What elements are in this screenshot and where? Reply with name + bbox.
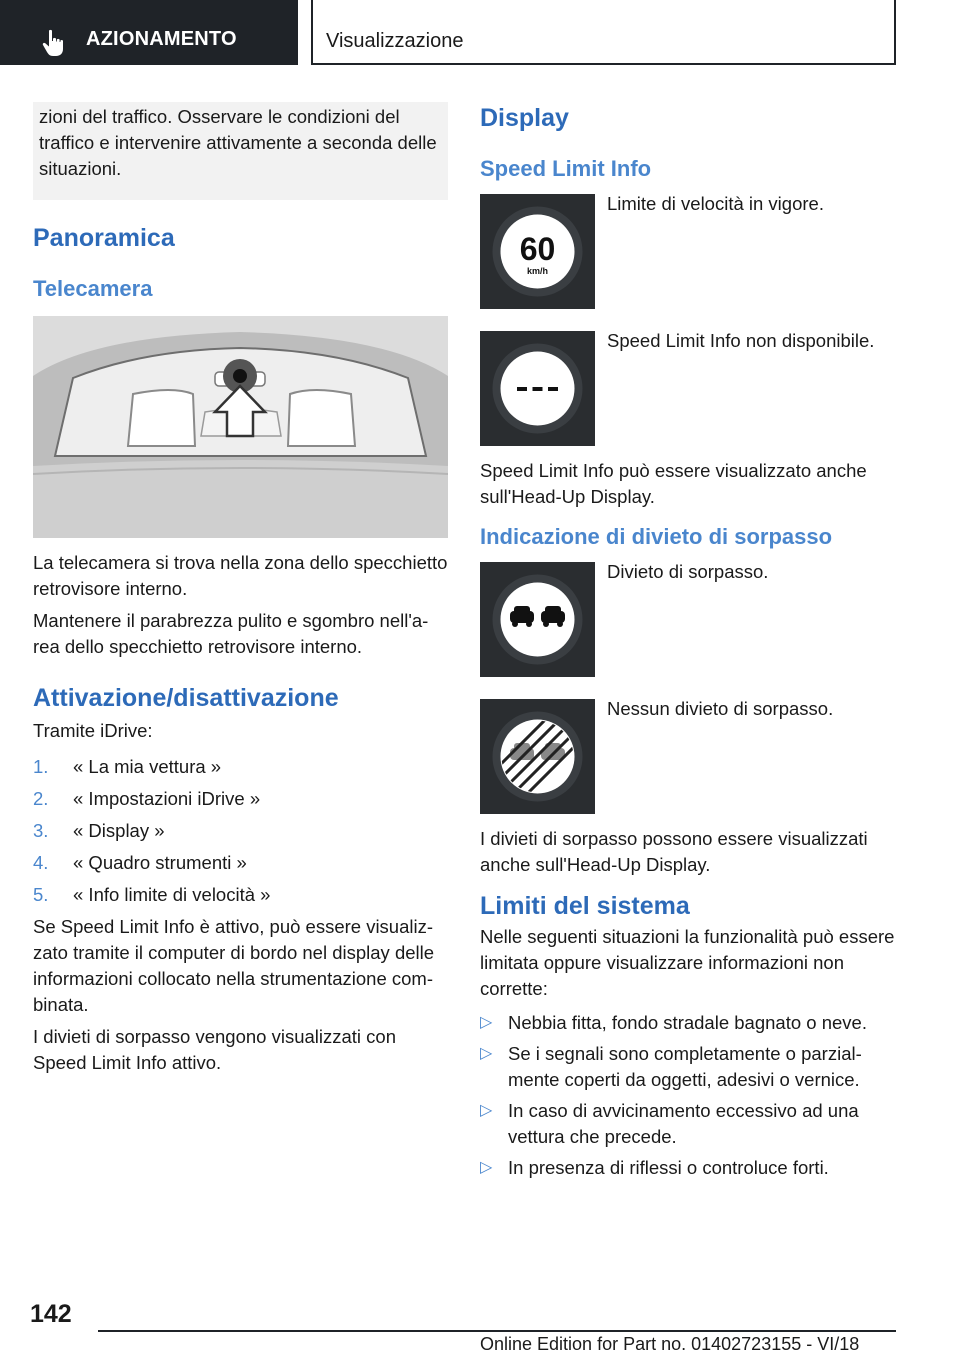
list-item: 5. « Info limite di velocità » <box>33 884 271 905</box>
page-number: 142 <box>30 1300 72 1328</box>
heading-speed-limit-info: Speed Limit Info <box>480 156 652 181</box>
list-item: ▷ In presenza di riflessi o controluce forti. <box>480 1155 900 1181</box>
speed-limit-row <box>480 194 900 309</box>
heading-display: Display <box>480 104 569 132</box>
warning-note <box>33 102 448 200</box>
speed-hud-text: Speed Limit Info può essere visualizzato anche sull'Head-Up Display. <box>480 460 867 507</box>
triangle-bullet-icon: ▷ <box>480 1045 493 1062</box>
sign-value: 60 <box>519 231 556 267</box>
overtaking-hud-text: I divieti di sorpasso possono essere visualizzati anche sull'Head-Up Display. <box>480 828 868 875</box>
overtaking-active-text: I divieti di sorpasso vengono visualizzati con Speed Limit Info attivo. <box>33 1026 396 1073</box>
camera-location-text: La telecamera si trova nella zona dello specchietto retrovisore interno. <box>33 552 448 599</box>
via-idrive-text: Tramite iDrive: <box>33 720 153 741</box>
steps-list <box>33 754 448 908</box>
end-no-overtaking-row <box>480 699 900 814</box>
heading-camera: Telecamera <box>33 276 153 301</box>
list-item: 1. « La mia vettura » <box>33 756 222 777</box>
end-no-overtaking-sign <box>480 699 595 814</box>
end-no-overtaking-text: Nessun divieto di sorpasso. <box>607 698 834 719</box>
list-item: 3. « Display » <box>33 820 165 841</box>
no-overtaking-row <box>480 562 900 677</box>
speed-unavailable-row <box>480 331 900 446</box>
left-column <box>33 102 448 1076</box>
section-label: AZIONAMENTO <box>86 28 237 50</box>
heading-overview: Panoramica <box>33 224 175 252</box>
right-column <box>480 102 900 1186</box>
speed-limit-unavailable-sign <box>480 331 595 446</box>
active-display-text: Se Speed Limit Info è attivo, può essere visualizzato tramite il computer di bordo nel display delle informazioni collocato nella strumentazione combinata. <box>33 916 435 1015</box>
list-item: ▷ In caso di avvicinamento eccessivo ad una vettura che precede. <box>480 1098 900 1150</box>
list-item: ▷ Se i segnali sono completamente o parzialmente coperti da oggetti, adesivi o vernice. <box>480 1041 900 1093</box>
list-item: 2. « Impostazioni iDrive » <box>33 788 261 809</box>
limits-intro-text: Nelle seguenti situazioni la funzionalità può essere limitata oppure visualizzare informazioni non corrette: <box>480 926 895 999</box>
heading-system-limits: Limiti del sistema <box>480 892 690 920</box>
triangle-bullet-icon: ▷ <box>480 1014 493 1031</box>
heading-no-overtaking: Indicazione di divieto di sorpasso <box>480 524 833 549</box>
footer-rule <box>98 1330 896 1332</box>
camera-illustration <box>33 316 448 538</box>
list-item: 4. « Quadro strumenti » <box>33 852 247 873</box>
no-overtaking-sign <box>480 562 595 677</box>
triangle-bullet-icon: ▷ <box>480 1102 493 1119</box>
note-text: zioni del traffico. Osservare le condizioni del traffico e intervenire attivamente a seconda delle situazioni. <box>39 106 437 179</box>
list-item: ▷ Nebbia fitta, fondo stradale bagnato o neve. <box>480 1010 900 1036</box>
edition-text: Online Edition for Part no. 01402723155 - VI/18 <box>480 1334 860 1354</box>
heading-activation: Attivazione/disattivazione <box>33 684 339 712</box>
chapter-title: Visualizzazione <box>326 30 464 52</box>
no-overtaking-text: Divieto di sorpasso. <box>607 561 769 582</box>
speed-limit-active-text: Limite di velocità in vigore. <box>607 193 824 214</box>
camera-clean-text: Mantenere il parabrezza pulito e sgombro nell'area dello specchietto retrovisore interno. <box>33 610 429 657</box>
limits-list <box>480 1010 900 1181</box>
speed-unavailable-text: Speed Limit Info non disponibile. <box>607 330 875 351</box>
hand-pointer-icon <box>38 28 68 58</box>
speed-limit-60-sign <box>480 194 595 309</box>
windshield-camera-image <box>33 316 448 538</box>
triangle-bullet-icon: ▷ <box>480 1159 493 1176</box>
sign-unit: km/h <box>526 266 549 276</box>
